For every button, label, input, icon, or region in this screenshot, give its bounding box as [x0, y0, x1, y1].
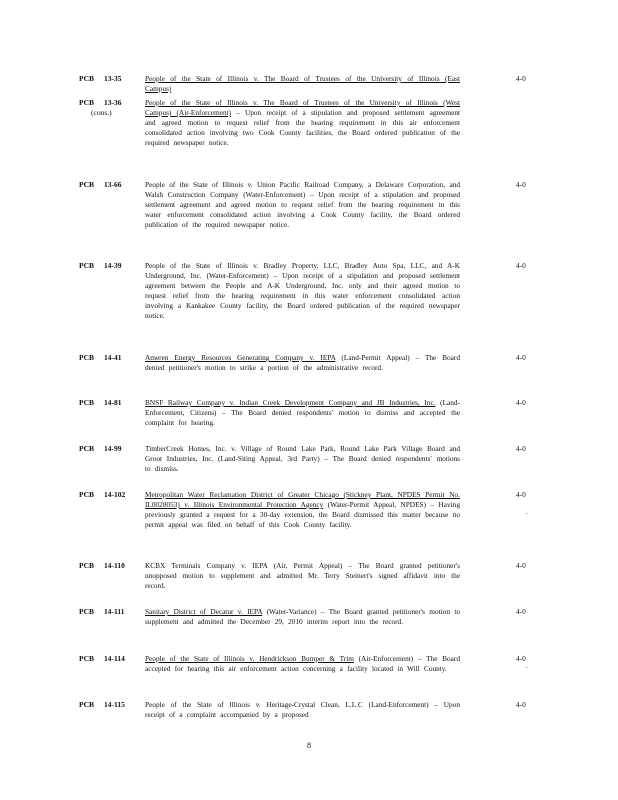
vote-tally: 4-0: [516, 398, 526, 407]
margin-dot: .: [526, 508, 528, 516]
vote-tally: 4-0: [516, 654, 526, 663]
vote-tally: 4-0: [516, 74, 526, 83]
case-number: PCB 14-102: [79, 490, 126, 499]
case-description: KCBX Terminals Company v. IEPA (Air, Permit Appeal) – The Board granted petitioner's unopposed motion to supplement and admitted Mr. Terry Steinert's signed affidavit into the record.: [145, 561, 460, 590]
case-description: People of the State of Illinois v. The Board of Trustees of the University of Illinois (East Campus): [145, 74, 460, 93]
margin-dot: .: [526, 662, 528, 670]
case-description: Ameren Energy Resources Generating Company v. IEPA (Land-Permit Appeal) – The Board denied petitioner's motion to strike a portion of the administrative record.: [145, 353, 460, 372]
consolidated-label: (cons.): [91, 108, 112, 117]
case-description: BNSF Railway Company v. Indian Creek Development Company and JB Industries, Inc. (Land-Enforcement, Citizens) – The Board denied respondents' motion to dismiss and accepted the complaint for hearing.: [145, 398, 460, 427]
vote-tally: 4-0: [516, 561, 526, 570]
case-number: PCB 13-35: [79, 74, 122, 83]
case-description: Metropolitan Water Reclamation District of Greater Chicago (Stickney Plant, NPDES Permit No. IL0028053) v. Illinois Environmental Protection Agency (Water-Permit Appeal, NPDES) – Having previously granted a request for a 30-day extension, the Board dismissed this matter because no permit appeal was filed on behalf of this Cook County facility.: [145, 490, 460, 529]
vote-tally: 4-0: [516, 444, 526, 453]
vote-tally: 4-0: [516, 180, 526, 189]
vote-tally: 4-0: [516, 261, 526, 270]
page-number: 8: [307, 741, 311, 750]
case-description: People of the State of Illinois v. Union Pacific Railroad Company, a Delaware Corporation, and Walsh Construction Company (Water-Enforcement) – Upon receipt of a stipulation and proposed settlement agreement and agreed motion to request relief from the hearing requirement in this water enforcement consolidated action involving a Cook County facility, the Board ordered publication of the required newspaper notice.: [145, 180, 460, 229]
case-number: PCB 13-36: [79, 98, 122, 107]
vote-tally: 4-0: [516, 700, 526, 709]
case-number: PCB 14-81: [79, 398, 122, 407]
case-description: People of the State of Illinois v. Heritage-Crystal Clean, L.L.C (Land-Enforcement) – Upon receipt of a complaint accompanied by a proposed: [145, 700, 460, 719]
vote-tally: 4-0: [516, 353, 526, 362]
case-description: TimberCreek Homes, Inc. v. Village of Round Lake Park, Round Lake Park Village Board and Groot Industries, Inc. (Land-Siting Appeal, 3rd Party) – The Board denied respondents' motions to dismiss.: [145, 444, 460, 473]
case-number: PCB 14-114: [79, 654, 125, 663]
case-description: People of the State of Illinois v. Hendrickson Bumper & Trim (Air-Enforcement) – The Board accepted for hearing this air enforcement action concerning a facility located in Will County.: [145, 654, 460, 673]
case-number: PCB 14-111: [79, 607, 125, 616]
case-number: PCB 13-66: [79, 180, 122, 189]
case-description: People of the State of Illinois v. The Board of Trustees of the University of Illinois (West Campus) (Air-Enforcement) – Upon receipt of a stipulation and proposed settlement agreement and agreed motion to request relief from the hearing requirement in this air enforcement consolidated action involving two Cook County facilities, the Board ordered publication of the required newspaper notice.: [145, 98, 460, 147]
case-description: Sanitary District of Decatur v. IEPA (Water-Variance) – The Board granted petitioner's motion to supplement and admitted the December 29, 2010 interim report into the record.: [145, 607, 460, 626]
case-number: PCB 14-39: [79, 261, 122, 270]
case-number: PCB 14-115: [79, 700, 125, 709]
vote-tally: 4-0: [516, 490, 526, 499]
case-number: PCB 14-41: [79, 353, 122, 362]
case-number: PCB 14-110: [79, 561, 125, 570]
case-description: People of the State of Illinois v. Bradley Property, LLC, Bradley Auto Spa, LLC, and A-K Underground, Inc. (Water-Enforcement) – Upon receipt of a stipulation and proposed settlement agreement between the People and A-K Underground, Inc. only and their agreed motion to request relief from the hearing requirement in this water enforcement consolidated action involving a Kankakee County facility, the Board ordered publication of the required newspaper notice.: [145, 261, 460, 320]
case-number: PCB 14-99: [79, 444, 122, 453]
vote-tally: 4-0: [516, 607, 526, 616]
